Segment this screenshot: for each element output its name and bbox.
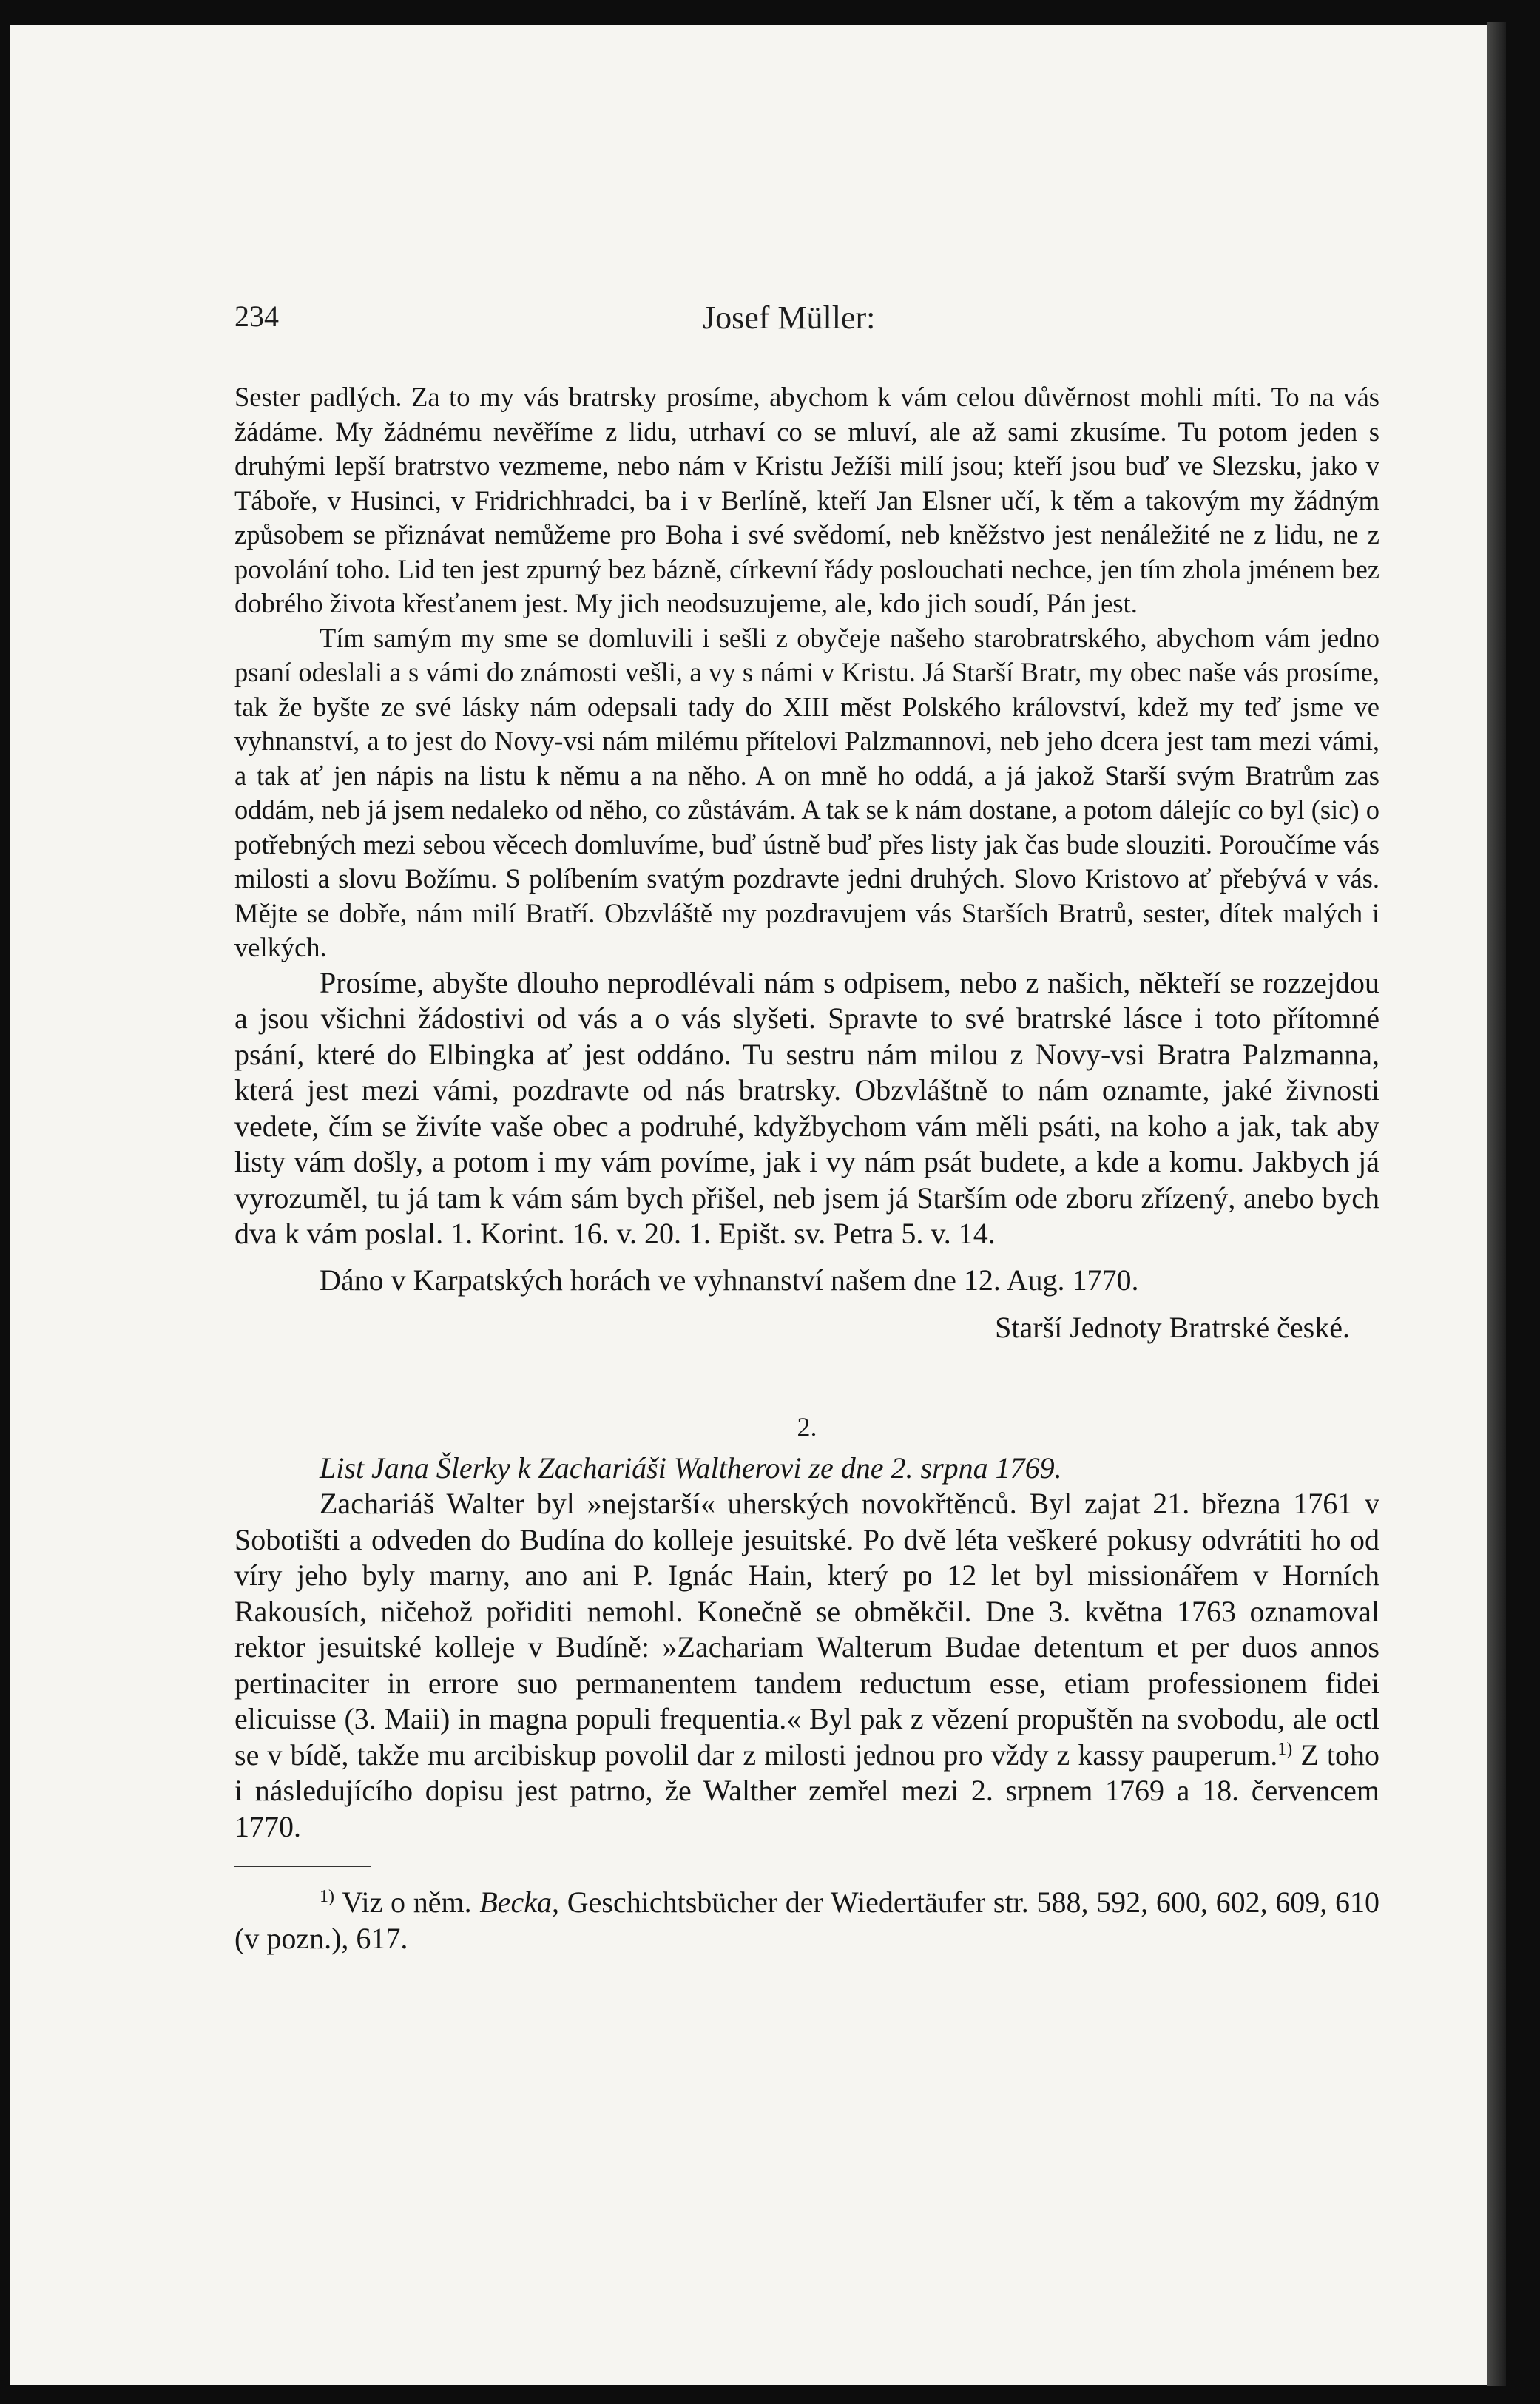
footnote-source: Becka: [479, 1885, 553, 1919]
section2-paragraph: [234, 1486, 1379, 1845]
footnote-text: , Geschichtsbücher der Wiedertäufer str. 588, 592, 600, 602, 609, 610 (v pozn.), 617.: [234, 1885, 1379, 1955]
letter1-paragraph: Sester padlých. Za to my vás bratrsky prosíme, abychom k vám celou důvěrnost mohli míti. To na vás žádáme. My žádnému nevěříme z lidu, utrhaví co se mluví, ale až sami zkusíme. Tu potom jeden s druhými lepší bratrstvo vezmeme, nebo nám v Kristu Ježíši milí jsou; kteří jsou buď ve Slezsku, jako v Táboře, v Husinci, v Fridrichhradci, ba i v Berlíně, kteří Jan Elsner učí, k těm a takovým my žádným způsobem se přiznávat nemůžeme pro Boha i své svědomí, neb kněžstvo jest nenáležité ne z lidu, ne z povolání toho. Lid ten jest zpurný bez bázně, církevní řády poslouchati nechce, jen tím zhola jménem bez dobrého života křesťanem jest. My jich neodsuzujeme, ale, kdo jich soudí, Pán jest.: [234, 382, 1379, 618]
section2-paragraph-text: Zachariáš Walter byl »nejstarší« uherských novokřtěnců. Byl zajat 21. března 1761 v Sobotišti a odveden do Budína do kolleje jesuitské. Po dvě léta veškeré pokusy odvrátiti ho od víry jeho byly marny, ano ani P. Ignác Hain, který po 12 let byl missionářem v Horních Rakousích, ničehož pořiditi nemohl. Konečně se obměkčil. Dne 3. května 1763 oznamoval rektor jesuitské kolleje v Budíně: »Zachariam Walterum Budae detentum et per duos annos pertinaciter in errore suo permanentem tandem reductum esse, etiam professionem fidei elicuisse (3. Maii) in magna populi frequentia.« Byl pak z vězení propuštěn na svobodu, ale octl se v bídě, takže mu arcibiskup povolil dar z milosti jednou pro vždy z kassy pauperum.: [234, 1487, 1379, 1772]
letter1-paragraph: Prosíme, abyšte dlouho neprodlévali nám s odpisem, nebo z našich, někteří se rozzejdou a jsou všichni žádostivi od vás a o vás slyšeti. Spravte to své bratrské lásce i toto přítomné psání, které do Elbingka ať jest oddáno. Tu sestru nám milou z Novy-vsi Bratra Palzmanna, která jest mezi vámi, pozdravte od nás bratrsky. Obzvláštně to nám oznamte, jaké živnosti vedete, čím se živíte vaše obec a podruhé, kdyžbychom vám měli psáti, na koho a jak, tak aby listy vám došly, a potom i my vám povíme, jak i vy nám psát budete, a kde a komu. Jakbych já vyrozuměl, tu já tam k vám sám bych přišel, neb jsem já Starším ode zboru zřízený, anebo bych dva k vám poslal. 1. Korint. 16. v. 20. 1. Epišt. sv. Petra 5. v. 14.: [234, 965, 1379, 1250]
book-page: [10, 25, 1487, 2385]
dateline: Dáno v Karpatských horách ve vyhnanství našem dne 12. Aug. 1770.: [320, 1263, 1139, 1297]
letter-title: List Jana Šlerky k Zachariáši Waltherovi ze dne 2. srpna 1769.: [320, 1451, 1062, 1485]
page-number: 234: [234, 300, 279, 333]
letter1-paragraph: Tím samým my sme se domluvili i sešli z obyčeje našeho starobratrského, abychom vám jedno psaní odeslali a s vámi do známosti vešli, a vy s námi v Kristu. Já Starší Bratr, my obec naše vás prosíme, tak že byšte ze své lásky nám odepsali tady do XIII měst Polského království, kdež my teď jsme ve vyhnanství, a to jest do Novy-vsi nám milému přítelovi Palzmannovi, neb jeho dcera jest tam mezi vámi, a tak ať jen nápis na listu k němu a na něho. A on mně ho oddá, a já jakož Starší svým Bratrům zas oddám, neb já jsem nedaleko od něho, co zůstávám. A tak se k nám dostane, a potom dálejíc co byl (sic) o potřebných mezi sebou věcech domluvíme, buď ústně buď přes listy jak čas bude slouziti. Poroučíme vás milosti a slovu Božímu. S políbením svatým pozdravte jedni druhých. Slovo Kristovo ať přebývá v vás. Mějte se dobře, nám milí Bratří. Obzvláště my pozdravujem vás Starších Bratrů, sester, dítek malých i velkých.: [234, 622, 1379, 962]
page-header: [10, 299, 1487, 351]
scan-edge: [1487, 22, 1506, 2386]
footnote-lead: Viz o něm.: [334, 1885, 480, 1919]
footnote-mark: 1): [320, 1887, 334, 1906]
footnote: [234, 1885, 1379, 1956]
signature: Starší Jednoty Bratrské české.: [995, 1311, 1350, 1344]
page-body: [234, 380, 1379, 1956]
footnote-rule: [234, 1866, 371, 1867]
section-number: 2.: [797, 1411, 817, 1442]
running-head: Josef Müller:: [703, 300, 876, 336]
section2-paragraph-tail: Z toho i následujícího dopisu jest patrno, že Walther zemřel mezi 2. srpnem 1769 a 18. červencem 1770.: [234, 1738, 1379, 1843]
footnote-reference[interactable]: 1): [1277, 1739, 1293, 1759]
